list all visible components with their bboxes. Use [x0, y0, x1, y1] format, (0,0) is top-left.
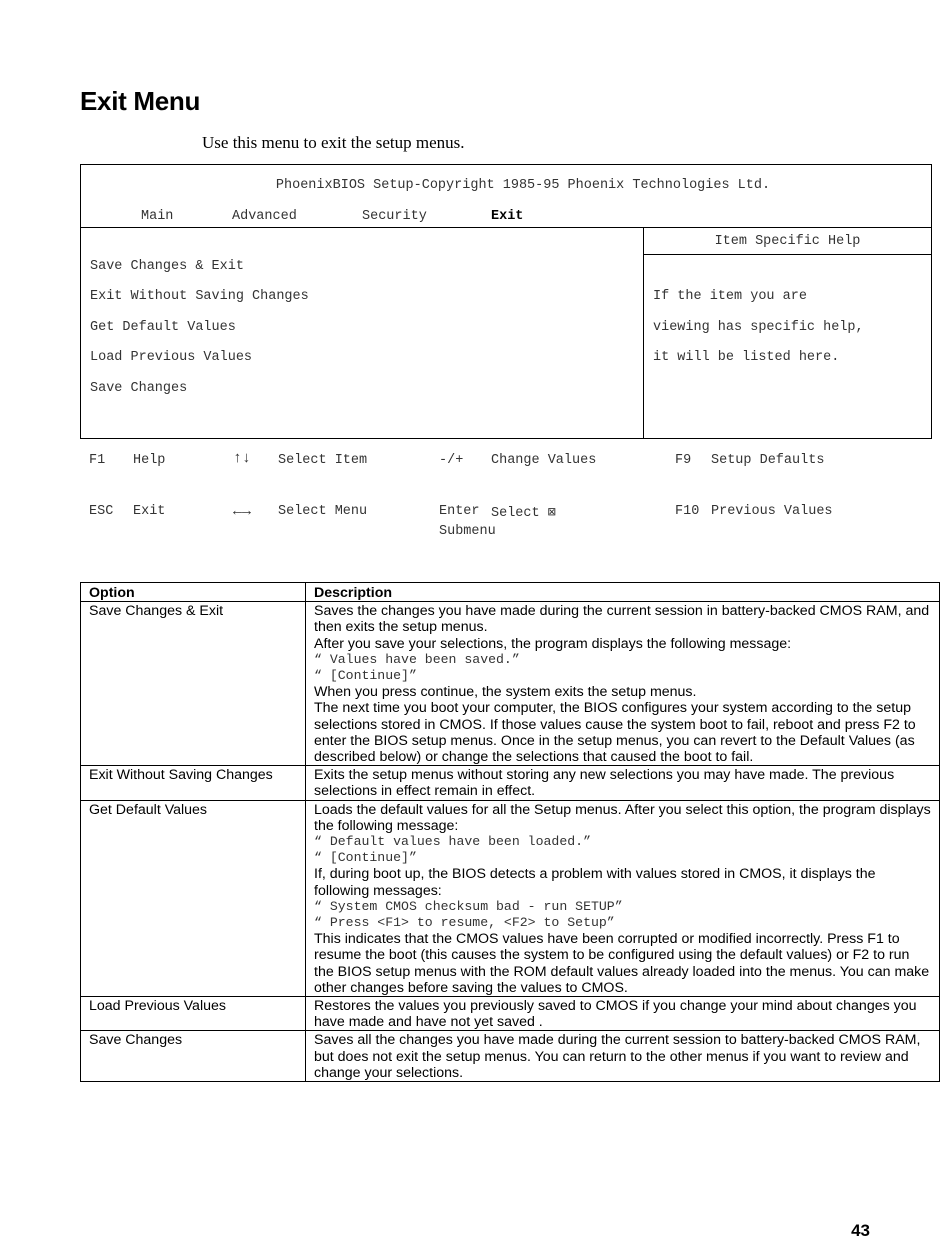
description-text: Saves the changes you have made during the current session in battery-backed CMOS RAM, and then exits the setup menus.	[314, 603, 930, 636]
option-cell: Save Changes	[81, 1031, 306, 1082]
description-cell	[306, 997, 940, 1031]
description-text: If, during boot up, the BIOS detects a problem with values stored in CMOS, it displays the following messages:	[314, 866, 876, 899]
key-select-item-label: Select Item	[278, 453, 368, 468]
description-text: Saves all the changes you have made during the current session to battery-backed CMOS RAM, but does not exit the setup menus. You can return to the other menus if you want to review and change your selections.	[314, 1032, 921, 1081]
message-text: “ [Continue]”	[314, 668, 417, 684]
description-cell	[306, 800, 940, 996]
key-exit-label: Exit	[133, 504, 166, 519]
help-line: it will be listed here.	[653, 350, 840, 365]
description-text: Loads the default values for all the Setup menus. After you select this option, the program displays the following message:	[314, 801, 931, 834]
table-row	[81, 766, 940, 800]
bios-copyright: PhoenixBIOS Setup-Copyright 1985-95 Phoenix Technologies Ltd.	[275, 178, 771, 193]
bios-screen	[80, 164, 932, 439]
tab-security[interactable]: Security	[362, 209, 427, 224]
option-cell: Exit Without Saving Changes	[81, 766, 306, 800]
message-text: “ Press <F1> to resume, <F2> to Setup”	[314, 915, 615, 931]
description-text: When you press continue, the system exits the setup menus.	[314, 684, 697, 701]
page-title: Exit Menu	[80, 86, 201, 116]
description-text: This indicates that the CMOS values have been corrupted or modified incorrectly. Press F1 to resume the boot (this causes the system to be configured using the default values) or F2 to run the BIOS setup menus with the ROM default values already loaded into the menus. You can make other changes before saving the values to CMOS.	[314, 931, 930, 996]
options-table	[80, 582, 940, 1082]
column-header-description: Description	[306, 583, 940, 602]
up-down-arrows-icon: ↑↓	[233, 450, 252, 467]
message-text: “ Default values have been loaded.”	[314, 834, 591, 850]
table-body	[81, 602, 940, 1082]
key-change-values-label: Change Values	[491, 453, 597, 468]
key-select-menu-label: Select Menu	[278, 504, 368, 519]
message-text: “ Values have been saved.”	[314, 651, 520, 667]
description-cell	[306, 602, 940, 766]
key-minus-plus: -/+	[439, 453, 464, 468]
option-cell: Load Previous Values	[81, 997, 306, 1031]
key-submenu-label: Submenu	[439, 524, 496, 539]
tab-exit[interactable]: Exit	[491, 209, 524, 224]
key-f10: F10	[675, 504, 700, 519]
table-row	[81, 602, 940, 766]
description-cell	[306, 1031, 940, 1082]
table-row	[81, 997, 940, 1031]
key-help-label: Help	[133, 453, 166, 468]
description-text: Restores the values you previously saved to CMOS if you change your mind about changes you have made and have not yet saved .	[314, 998, 917, 1031]
table-row	[81, 1031, 940, 1082]
option-cell: Save Changes & Exit	[81, 602, 306, 766]
menu-item-get-default-values[interactable]: Get Default Values	[90, 320, 236, 335]
key-select-submenu-label: Select ⊠	[491, 506, 556, 521]
description-text: After you save your selections, the program displays the following message:	[314, 635, 792, 652]
help-panel	[644, 227, 931, 438]
description-text: Exits the setup menus without storing any new selections you may have made. The previous selections in effect remain in effect.	[314, 767, 895, 800]
message-text: “ [Continue]”	[314, 850, 417, 866]
menu-item-exit-without-saving[interactable]: Exit Without Saving Changes	[90, 289, 309, 304]
intro-text: Use this menu to exit the setup menus.	[202, 133, 465, 152]
description-text: The next time you boot your computer, the BIOS configures your system according to the setup selections stored in CMOS. If those values cause the system boot to fail, reboot and press F2 to enter the BIOS setup menus. Once in the setup menus, you can revert to the Default Values (as described below) or change the selections that caused the boot to fail.	[314, 700, 916, 766]
bios-menu	[81, 227, 644, 438]
left-right-arrows-icon: ←→	[233, 503, 252, 520]
key-f9: F9	[675, 453, 692, 468]
page-number: 43	[851, 1221, 870, 1240]
column-header-option: Option	[81, 583, 306, 602]
key-f1: F1	[89, 453, 106, 468]
key-previous-values-label: Previous Values	[711, 504, 833, 519]
tab-main[interactable]: Main	[141, 209, 174, 224]
menu-item-load-previous-values[interactable]: Load Previous Values	[90, 350, 253, 365]
help-line: viewing has specific help,	[653, 320, 864, 335]
option-cell: Get Default Values	[81, 800, 306, 996]
help-title: Item Specific Help	[644, 227, 931, 255]
message-text: “ System CMOS checksum bad - run SETUP”	[314, 898, 623, 914]
key-enter: Enter	[439, 504, 480, 519]
menu-item-save-changes-exit[interactable]: Save Changes & Exit	[90, 259, 244, 274]
table-row	[81, 800, 940, 996]
bios-header	[81, 165, 931, 228]
key-setup-defaults-label: Setup Defaults	[711, 453, 825, 468]
key-esc: ESC	[89, 504, 114, 519]
menu-item-save-changes[interactable]: Save Changes	[90, 381, 188, 396]
table-header-row	[81, 583, 940, 602]
description-cell	[306, 766, 940, 800]
tab-advanced[interactable]: Advanced	[232, 209, 297, 224]
help-line: If the item you are	[653, 289, 807, 304]
